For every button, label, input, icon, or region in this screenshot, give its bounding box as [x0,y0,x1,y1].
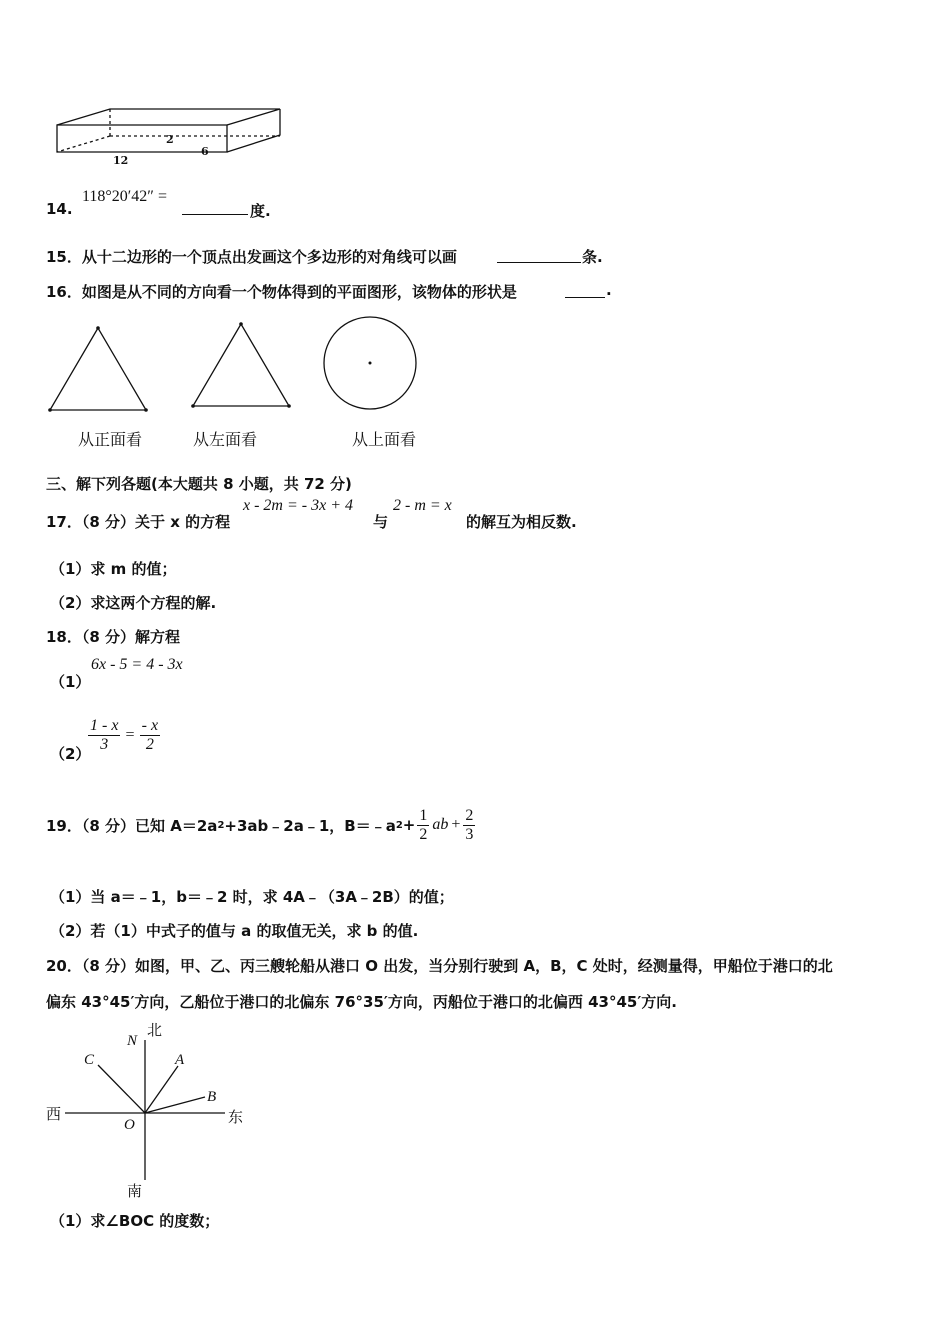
q17-mid: 与 [373,513,389,531]
left-view-label: 从左面看 [193,430,258,449]
ray-oc [98,1065,145,1113]
front-view-label: 从正面看 [78,430,143,449]
q17-equation-2: 2 - m = x [393,497,452,514]
compass-west-label: 西 [46,1105,62,1123]
compass-north-label: 北 [147,1021,163,1039]
q18-lhs-fraction [88,717,120,754]
compass-east-label: 东 [228,1108,244,1126]
left-view-triangle [193,324,289,406]
q17-equation-1: x - 2m = - 3x + 4 [243,497,354,514]
q19-fraction-1 [417,807,429,844]
top-view-label: 从上面看 [352,430,417,449]
q19-plus: + [451,816,461,833]
q19-ab: ab [432,816,449,833]
q19-frac1-num: 1 [419,806,428,824]
q19-fraction-2 [463,807,475,844]
q16-tail: . [606,281,612,299]
three-views-figure [40,310,440,420]
q18-lhs-denominator: 3 [100,736,109,753]
cuboid-right-face [227,109,280,152]
q18-rhs-fraction [140,717,160,754]
section3-title: 三、解下列各题(本大题共 8 小题，共 72 分) [46,475,352,493]
q19-mid1: +3ab﹣2a﹣1，B＝﹣a [224,816,396,835]
q17-part2: （2）求这两个方程的解. [50,594,217,612]
compass-n-label: N [127,1033,138,1049]
q15-tail: 条. [582,248,603,266]
q20-line1: 20．（8 分）如图，甲、乙、丙三艘轮船从港口 O 出发，当分别行驶到 A，B，C 处时，经测量得，甲船位于港口的北 [46,957,833,975]
q19-frac2-num: 2 [465,806,474,824]
q19-part2: （2）若（1）中式子的值与 a 的取值无关，求 b 的值. [50,922,419,940]
cuboid-length-label: 12 [113,154,129,167]
q19-prefix: 19．（8 分）已知 A＝2a [46,816,218,835]
q14-number: 14. [46,200,73,218]
point-c-label: C [84,1052,95,1068]
q15-answer-blank[interactable] [497,244,581,263]
q19-part1: （1）当 a＝﹣1，b＝﹣2 时，求 4A﹣（3A﹣2B）的值； [50,888,454,906]
compass-diagram [40,1020,260,1200]
q17-part1: （1）求 m 的值； [50,560,177,578]
q18-equals: = [125,726,135,744]
q19-frac1-den: 2 [419,825,428,843]
q18-rhs-denominator: 2 [145,736,154,753]
q14-answer-blank[interactable] [182,196,248,215]
q19-sup2: 2 [395,819,403,831]
q16-answer-blank[interactable] [565,279,605,298]
origin-o-label: O [124,1117,135,1133]
compass-south-label: 南 [127,1182,143,1200]
front-view-triangle [50,328,146,410]
q18-part1-equation: 6x - 5 = 4 - 3x [91,656,183,673]
q18-rhs-numerator: - x [141,717,159,734]
cuboid-figure [50,105,240,170]
q18-lhs-numerator: 1 - x [90,717,119,734]
q19-statement [46,800,475,850]
q14-unit: 度. [250,202,271,220]
q17-prefix: 17．（8 分）关于 x 的方程 [46,513,231,531]
cuboid-height-label: 2 [166,133,174,146]
q18-part1-label: （1） [50,673,91,691]
q14-expression: 118°20′42″ = [82,188,167,205]
q20-part1: （1）求∠BOC 的度数； [50,1212,220,1230]
q20-line2: 偏东 43°45′方向，乙船位于港口的北偏东 76°35′方向，丙船位于港口的北偏西 43°45′方向. [46,993,677,1011]
q17-suffix: 的解互为相反数. [466,513,577,531]
q16-text: 16．如图是从不同的方向看一个物体得到的平面图形，该物体的形状是 [46,283,517,301]
q19-frac2-den: 3 [465,825,474,843]
q18-part2-label: （2） [50,745,91,763]
q15-text: 15．从十二边形的一个顶点出发画这个多边形的对角线可以画 [46,248,457,266]
cuboid-depth-label: 6 [201,145,209,158]
q18-title: 18．（8 分）解方程 [46,628,181,646]
point-a-label: A [175,1052,185,1068]
q18-part2-equation [88,717,160,754]
q19-mid2: + [402,816,416,834]
cuboid-top-face [57,109,280,125]
q19-sup1: 2 [217,819,225,831]
point-b-label: B [207,1089,217,1105]
